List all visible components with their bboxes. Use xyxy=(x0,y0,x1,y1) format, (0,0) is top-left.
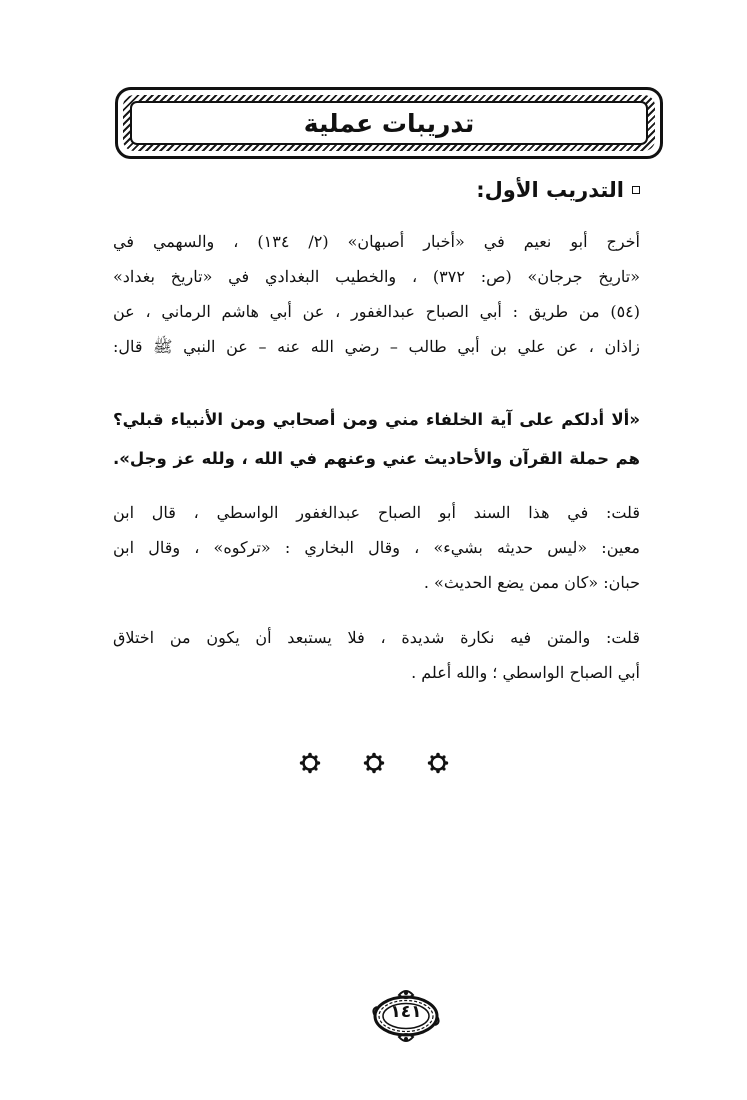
section-heading xyxy=(476,178,640,202)
section-heading-text: التدريب الأول: xyxy=(476,178,624,202)
paragraph-3 xyxy=(113,620,640,690)
paragraph-3-line: أبي الصباح الواسطي ؛ والله أعلم . xyxy=(411,663,640,682)
paragraph-1-line: «تاريخ جرجان» (ص: ٣٧٢) ، والخطيب البغدادي في «تاريخ بغداد» xyxy=(113,267,640,286)
paragraph-2-line: حبان: «كان ممن يضع الحديث» . xyxy=(423,573,640,592)
paragraph-3-line: قلت: والمتن فيه نكارة شديدة ، فلا يستبعد أن يكون من اختلاق xyxy=(113,628,640,647)
hadith-quote xyxy=(113,400,640,478)
paragraph-1-line: (٥٤) من طريق : أبي الصباح عبدالغفور ، عن أبي هاشم الرماني ، عن xyxy=(113,302,640,321)
page-title: تدريبات عملية xyxy=(303,108,475,138)
paragraph-2-line: قلت: في هذا السند أبو الصباح عبدالغفور الواسطي ، قال ابن xyxy=(113,503,640,522)
title-frame xyxy=(115,87,663,159)
title-frame-inner xyxy=(130,101,648,145)
paragraph-1-line: زاذان ، عن علي بن أبي طالب – رضي الله عنه – عن النبي ﷺ قال: xyxy=(113,337,640,356)
page-number-badge xyxy=(371,987,441,1045)
flower-ornament-icon xyxy=(299,752,321,774)
paragraph-2 xyxy=(113,495,640,600)
square-outline-icon xyxy=(632,186,640,194)
flower-ornament-icon xyxy=(363,752,385,774)
paragraph-1-line: أخرج أبو نعيم في «أخبار أصبهان» (٢/ ١٣٤) ، والسهمي في xyxy=(113,232,640,251)
paragraph-1 xyxy=(113,224,640,364)
flower-ornament-icon xyxy=(427,752,449,774)
paragraph-2-line: معين: «ليس حديثه بشيء» ، وقال البخاري : «تركوه» ، وقال ابن xyxy=(113,538,640,557)
title-frame-hatching xyxy=(123,95,655,151)
ornament-separator xyxy=(0,752,747,774)
hadith-line: «ألا أدلكم على آية الخلفاء مني ومن أصحابي ومن الأنبياء قبلي؟ xyxy=(113,410,640,429)
hadith-line: هم حملة القرآن والأحاديث عني وعنهم في الله ، ولله عز وجل». xyxy=(113,449,640,468)
page-number: ١٤١ xyxy=(390,1002,422,1022)
